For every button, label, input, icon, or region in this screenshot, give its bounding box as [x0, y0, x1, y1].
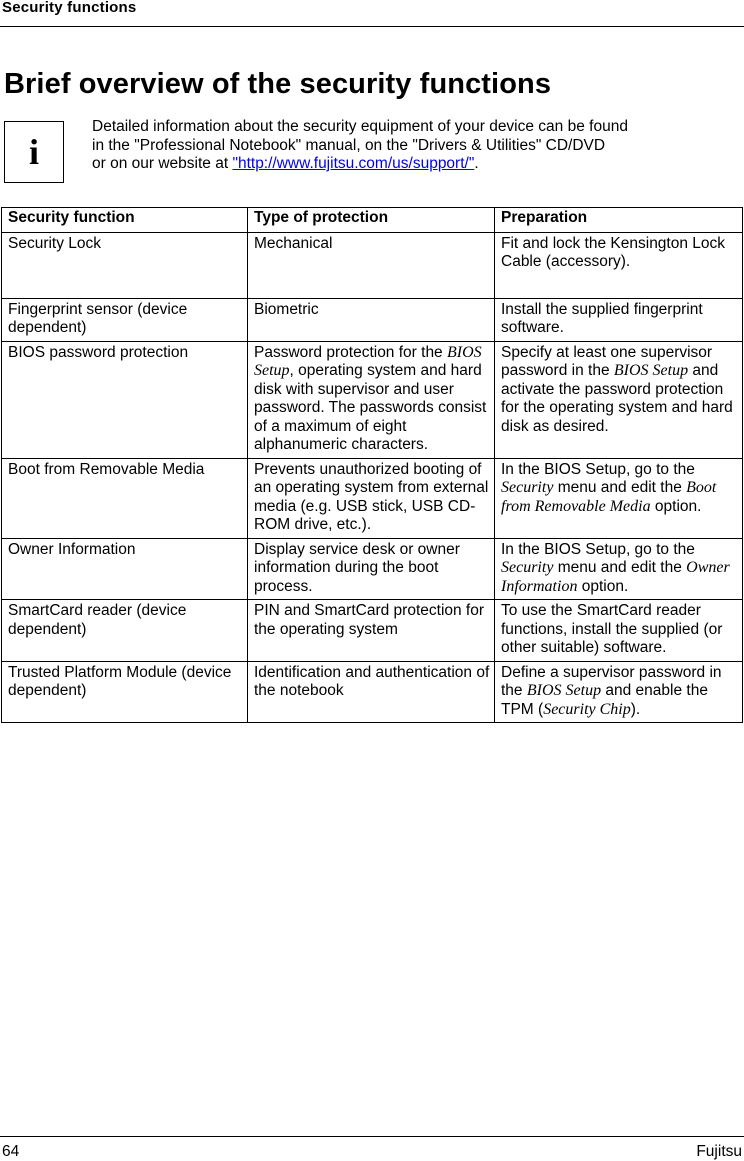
cell-function: Trusted Platform Module (device dependent) — [2, 661, 248, 723]
cell-text: menu and edit the — [553, 559, 687, 576]
cell-text: Specify at least one supervisor password in the — [501, 343, 713, 379]
cell-text: Identification and authentication of the notebook — [254, 663, 490, 699]
cell-text: Password protection for the — [254, 343, 447, 361]
table-row — [2, 458, 743, 538]
running-header — [0, 0, 744, 27]
table-row — [2, 600, 743, 662]
security-chip-term: Security Chip — [543, 700, 631, 718]
cell-type — [248, 600, 495, 662]
cell-text: option. — [577, 577, 629, 595]
column-header-type: Type of protection — [248, 208, 495, 233]
info-line-3-suffix: . — [474, 155, 479, 172]
table-row — [2, 341, 743, 458]
cell-text: Biometric — [254, 300, 319, 318]
cell-function: Owner Information — [2, 538, 248, 600]
bios-setup-term: BIOS Setup — [526, 682, 602, 699]
cell-text: Fit and lock the Kensington Lock Cable (accessory). — [501, 234, 726, 270]
cell-text: ). — [630, 700, 641, 718]
cell-text: , operating system and hard disk with supervisor and user password. The passwords consist of a maximum of eight alphanumeric characters. — [254, 362, 487, 453]
support-website-link[interactable]: "http://www.fujitsu.com/us/support/" — [232, 155, 475, 172]
column-header-preparation: Preparation — [495, 208, 743, 233]
cell-preparation — [495, 458, 743, 538]
cell-type — [248, 458, 495, 538]
bios-setup-term: BIOS Setup — [613, 362, 689, 379]
table-row — [2, 232, 743, 298]
cell-text: PIN and SmartCard protection for the operating system — [254, 602, 485, 638]
table-row — [2, 538, 743, 600]
security-menu-term: Security — [501, 479, 554, 496]
cell-preparation — [495, 298, 743, 341]
page-title: Brief overview of the security functions — [4, 68, 552, 100]
cell-text: To use the SmartCard reader functions, install the supplied (or other suitable) software. — [501, 602, 723, 656]
table-row — [2, 661, 743, 723]
info-line-3-prefix: or on our website at — [92, 155, 233, 172]
cell-text: Mechanical — [254, 234, 333, 252]
cell-function: Boot from Removable Media — [2, 458, 248, 538]
cell-text: Prevents unauthorized booting of an operating system from external media (e.g. USB stick, USB CD-ROM drive, etc.). — [254, 460, 489, 533]
cell-preparation — [495, 661, 743, 723]
info-icon-letter: i — [28, 132, 39, 172]
info-line-1: Detailed information about the security equipment of your device can be found — [92, 118, 628, 135]
section-title: Security functions — [2, 0, 137, 16]
cell-type — [248, 341, 495, 458]
cell-text: In the BIOS Setup, go to the — [501, 540, 695, 558]
cell-preparation — [495, 600, 743, 662]
cell-text: menu and edit the — [553, 479, 687, 496]
security-menu-term: Security — [501, 559, 554, 576]
page-number: 64 — [2, 1143, 20, 1160]
cell-text: option. — [650, 497, 702, 515]
cell-text: Display service desk or owner information during the boot process. — [254, 540, 460, 595]
boot-option-term: Boot from Removable Media — [501, 479, 717, 515]
cell-preparation — [495, 538, 743, 600]
security-functions-table — [1, 207, 743, 723]
info-note — [92, 118, 692, 174]
table-row — [2, 298, 743, 341]
cell-text: and enable the TPM ( — [501, 682, 708, 718]
cell-text: In the BIOS Setup, go to the — [501, 460, 695, 478]
cell-function: BIOS password protection — [2, 341, 248, 458]
cell-preparation — [495, 232, 743, 298]
footer-brand: Fujitsu — [696, 1143, 742, 1160]
cell-text: Install the supplied fingerprint software. — [501, 300, 703, 336]
column-header-function: Security function — [2, 208, 248, 233]
cell-type — [248, 298, 495, 341]
bios-setup-term: BIOS Setup — [254, 343, 482, 379]
cell-preparation — [495, 341, 743, 458]
cell-function: SmartCard reader (device dependent) — [2, 600, 248, 662]
info-line-2: in the "Professional Notebook" manual, on the "Drivers & Utilities" CD/DVD — [92, 136, 606, 154]
cell-type — [248, 661, 495, 723]
cell-type — [248, 538, 495, 600]
cell-type — [248, 232, 495, 298]
cell-function: Fingerprint sensor (device dependent) — [2, 298, 248, 341]
info-icon — [4, 121, 64, 183]
footer-divider — [0, 1136, 744, 1137]
cell-function: Security Lock — [2, 232, 248, 298]
cell-text: Define a supervisor password in the — [501, 663, 722, 699]
cell-text: and activate the password protection for the operating system and hard disk as desired. — [501, 362, 733, 435]
owner-information-term: Owner Information — [501, 559, 730, 595]
table-header-row — [2, 208, 743, 233]
